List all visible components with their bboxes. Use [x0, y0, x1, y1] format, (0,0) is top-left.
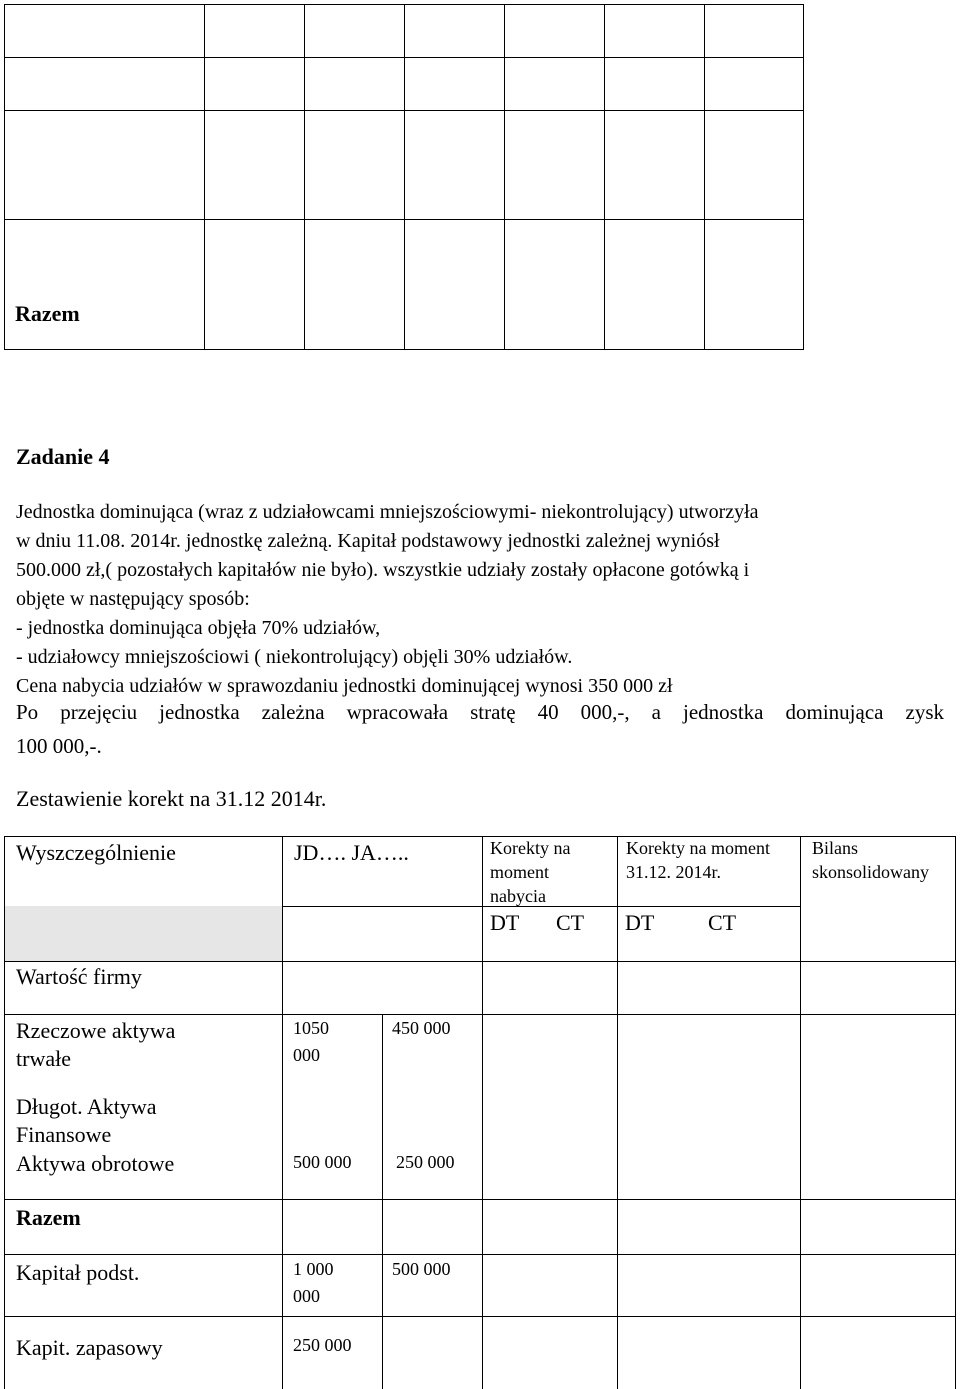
corrections-table: Wyszczególnienie JD…. JA….. Korekty na moment nabycia Korekty na moment 31.12. 2014r. Bilans skonsolidowany DT CT DT CT Wartość firmy Rzeczowe aktywa trwałe 1050 000 450 000 Długot. Aktywa Finansowe Aktywa obrotowe 500 000 250 000 Razem Kapitał podst. 1 000 000 500 000 Kapit. zapasowy 250 000 — [4, 836, 956, 1389]
task-line: 100 000,-. — [16, 734, 102, 758]
row-goodwill: Wartość firmy — [16, 964, 142, 989]
header-corrections-acquisition: Korekty na — [490, 838, 571, 858]
task-line: Cena nabycia udziałów w sprawozdaniu jednostki dominującej wynosi 350 000 zł — [16, 675, 673, 697]
table-row — [5, 111, 804, 220]
header-ct: CT — [708, 910, 737, 935]
total-label: Razem — [5, 220, 205, 350]
task-title: Zadanie 4 — [16, 444, 110, 469]
header-jd-ja: JD…. JA….. — [294, 840, 409, 865]
row-reserve-capital: Kapit. zapasowy — [16, 1335, 163, 1360]
task-line: - udziałowcy mniejszościowi ( niekontrolujący) objęli 30% udziałów. — [16, 646, 573, 668]
table-row — [5, 220, 804, 350]
current-assets-jd: 500 000 — [293, 1152, 352, 1172]
reserve-capital-jd: 250 000 — [293, 1335, 352, 1355]
fixed-assets-ja: 450 000 — [392, 1018, 451, 1038]
header-corrections-yearend: Korekty na moment — [626, 838, 770, 858]
fixed-assets-jd: 1050 — [293, 1018, 329, 1038]
previous-task-table — [4, 4, 804, 350]
row-fixed-assets: Rzeczowe aktywa — [16, 1018, 176, 1043]
row-share-capital: Kapitał podst. — [16, 1260, 140, 1285]
share-capital-ja: 500 000 — [392, 1259, 451, 1279]
task-line: 500.000 zł,( pozostałych kapitałów nie było). wszystkie udziały zostały opłacone gotówką i — [16, 559, 750, 581]
task-line: Jednostka dominująca (wraz z udziałowcami mniejszościowymi- niekontrolujący) utworzyła — [16, 501, 759, 523]
task-line: objęte w następujący sposób: — [16, 588, 250, 610]
row-total: Razem — [16, 1205, 81, 1230]
row-current-assets: Aktywa obrotowe — [16, 1151, 175, 1176]
table-row — [5, 5, 804, 58]
header-dt: DT — [625, 910, 655, 935]
table-row — [5, 58, 804, 111]
summary-title: Zestawienie korekt na 31.12 2014r. — [16, 786, 327, 811]
task-line: - jednostka dominująca objęła 70% udziałów, — [16, 617, 381, 639]
header-description: Wyszczególnienie — [16, 840, 176, 865]
header-consolidated-balance: Bilans — [812, 838, 859, 858]
share-capital-jd: 1 000 — [293, 1259, 334, 1279]
row-long-term-financial-assets: Długot. Aktywa — [16, 1094, 157, 1119]
task-line-justified: Po przejęciu jednostka zależna wpracowała stratę 40 000,-, a jednostka dominująca zysk — [16, 700, 944, 724]
current-assets-ja: 250 000 — [396, 1152, 455, 1172]
task-line: w dniu 11.08. 2014r. jednostkę zależną. Kapitał podstawowy jednostki zależnej wyniósł — [16, 530, 720, 552]
shaded-cell — [4, 906, 282, 961]
header-ct: CT — [556, 910, 585, 935]
header-dt: DT — [490, 910, 520, 935]
